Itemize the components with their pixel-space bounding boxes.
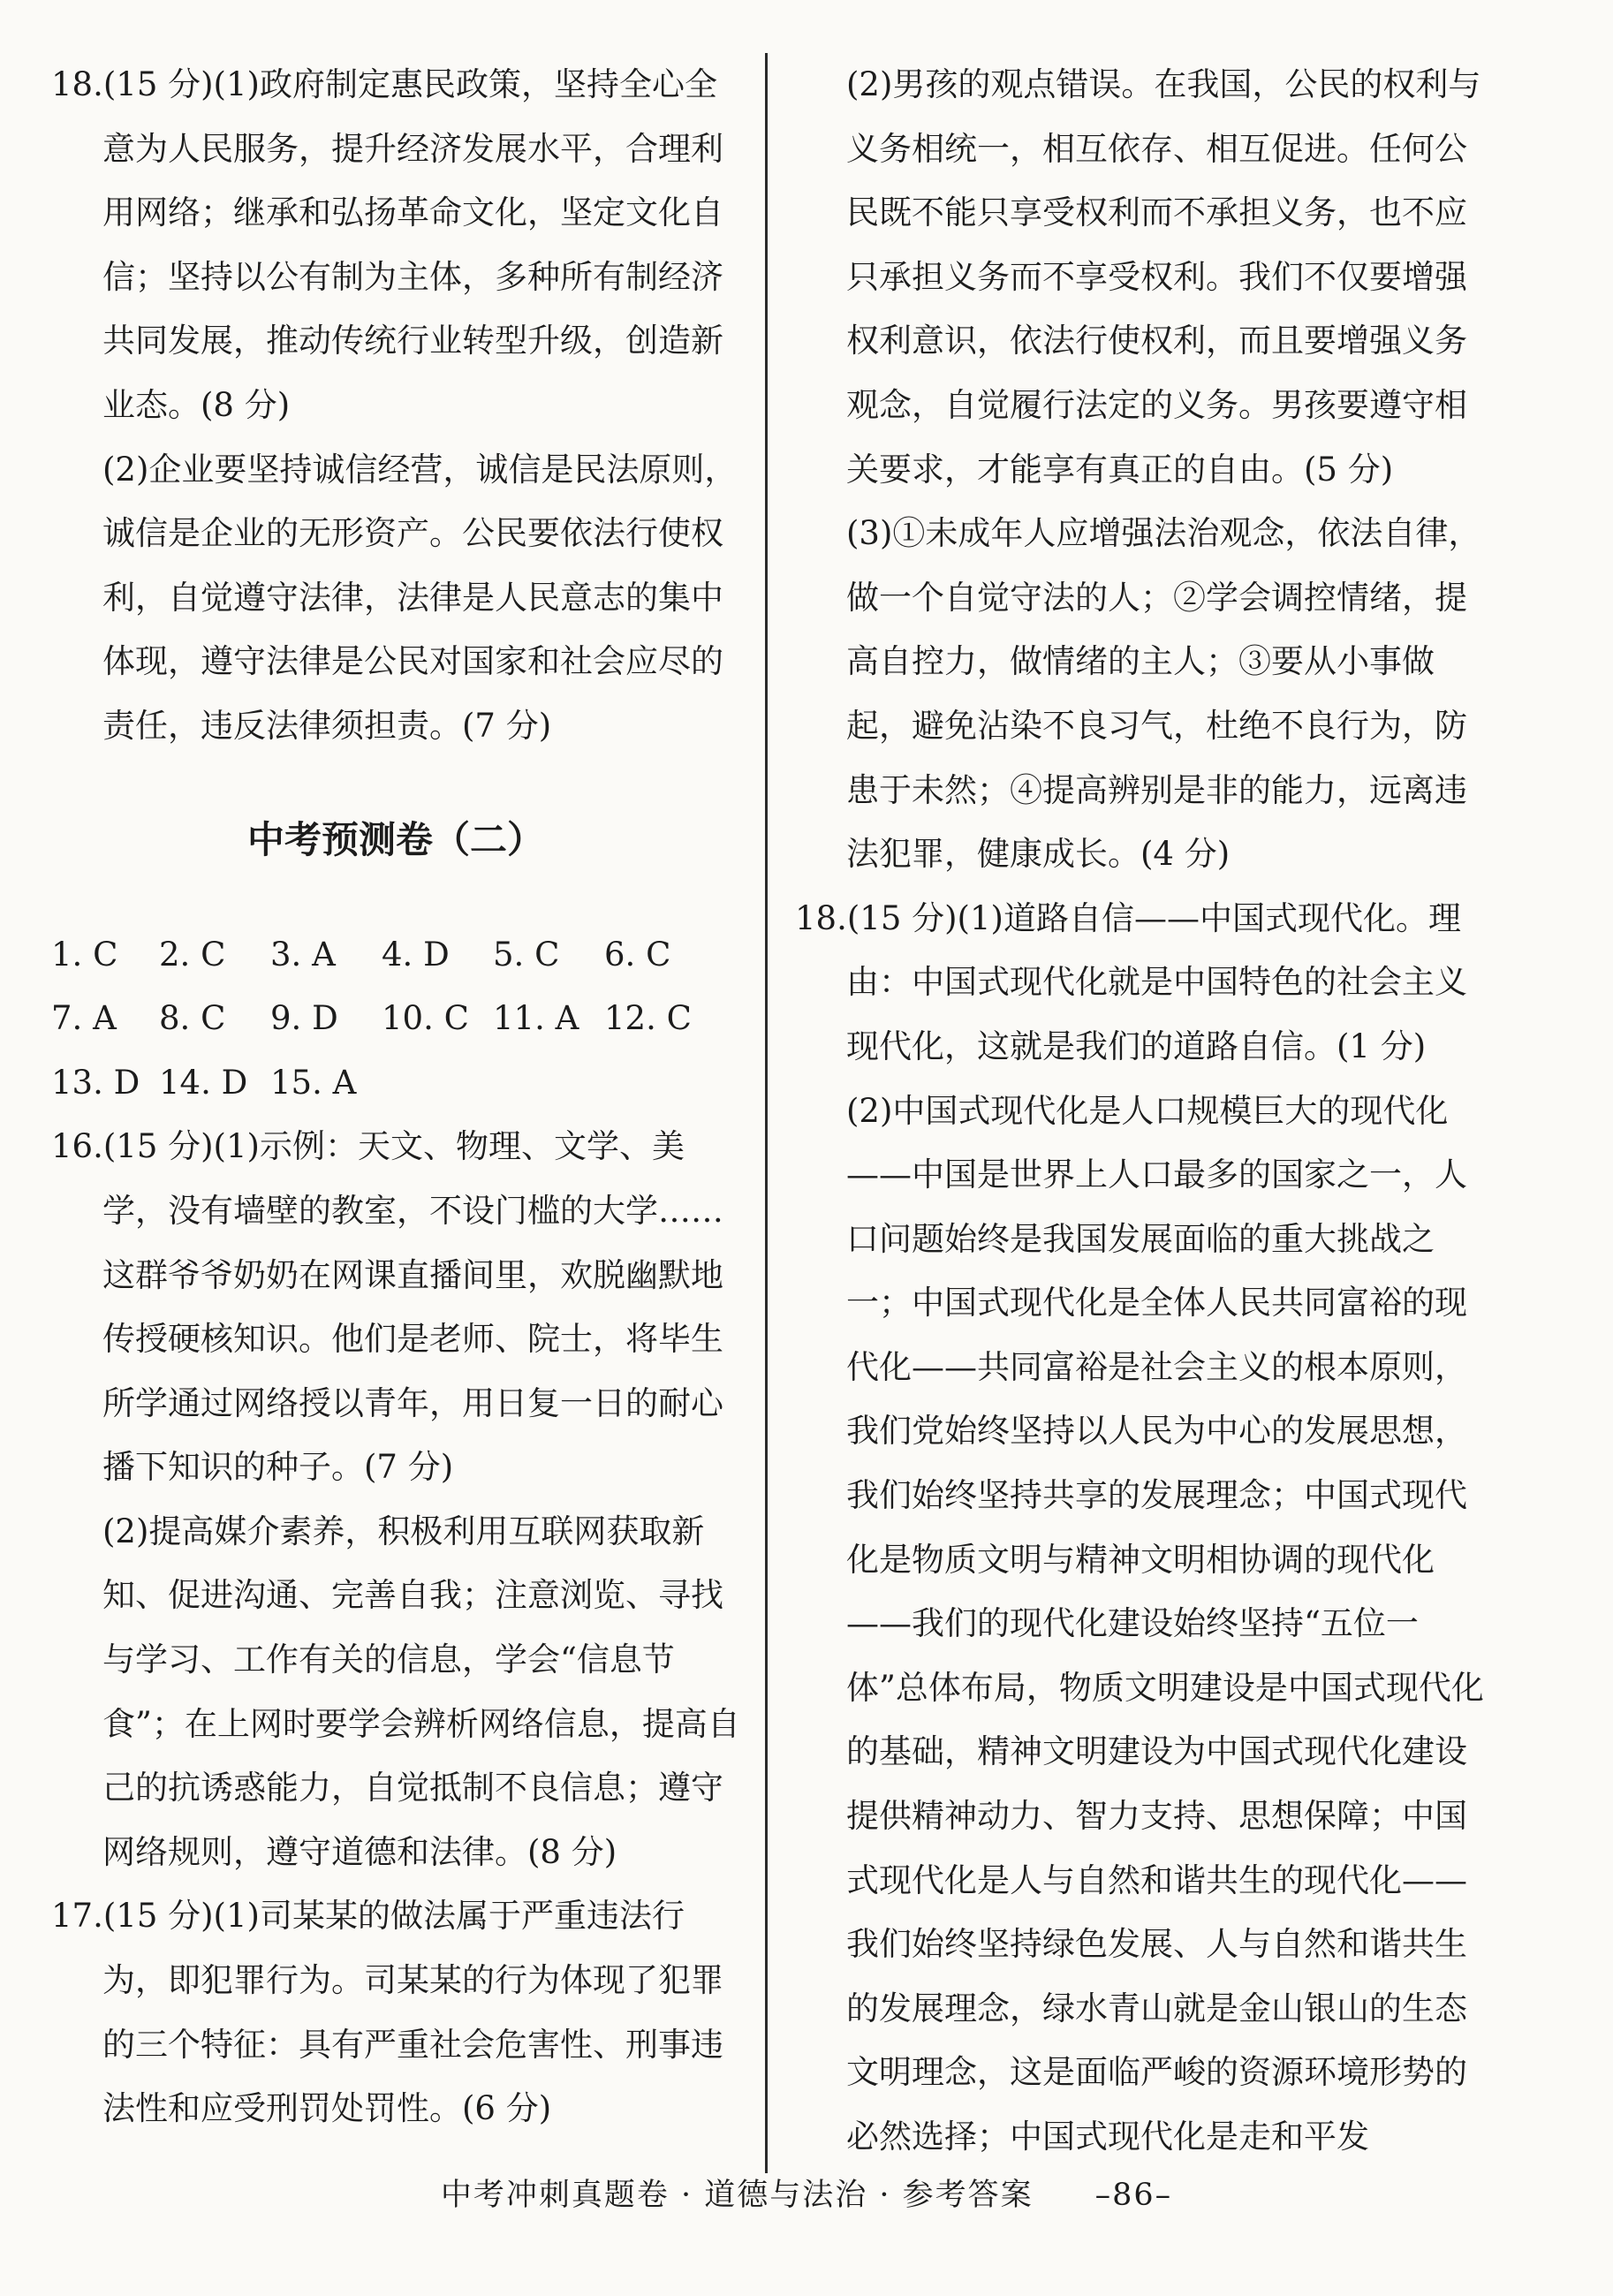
q18-prev-part2: (2)企业要坚持诚信经营，诚信是民法原则，诚信是企业的无形资产。公民要依法行使权利，自觉遵守法律，法律是人民意志的集中体现，遵守法律是公民对国家和社会应尽的责任，违反法律须担责。(7 分) (102, 450, 738, 745)
answer-item: 15. A (270, 1063, 357, 1102)
q16-part1: 16.(15 分)(1)示例：天文、物理、文学、美学，没有墙壁的教室，不设门槛的大学……这群爷爷奶奶在网课直播间里，欢脱幽默地传授硬核知识。他们是老师、院士，将毕生所学通过网络授以青年，用日复一日的耐心播下知识的种子。(7 分) (51, 1127, 723, 1487)
left-column (51, 53, 740, 2141)
answer-item: 14. D (159, 1063, 248, 1102)
q18-prev-part1: 18.(15 分)(1)政府制定惠民政策，坚持全心全意为人民服务，提升经济发展水平，合理利用网络；继承和弘扬革命文化，坚定文化自信；坚持以公有制为主体，多种所有制经济共同发展，推动传统行业转型升级，创造新业态。(8 分) (51, 65, 723, 424)
choice-answers (51, 923, 740, 1116)
answer-item: 13. D (51, 1063, 140, 1102)
q17-part3: (3)①未成年人应增强法治观念，依法自律，做一个自觉守法的人；②学会调控情绪，提高自控力，做情绪的主人；③要从小事做起，避免沾染不良习气，杜绝不良行为，防患于未然；④提高辨别是非的能力，远离违法犯罪，健康成长。(4 分) (846, 514, 1481, 874)
answer-item: 7. A (51, 999, 117, 1038)
answer-item: 5. C (493, 935, 560, 974)
answer-row (51, 1051, 740, 1116)
answer-row (51, 923, 740, 988)
page-footer (0, 2169, 1613, 2222)
q18-part2: (2)中国式现代化是人口规模巨大的现代化——中国是世界上人口最多的国家之一，人口问题始终是我国发展面临的重大挑战之一；中国式现代化是全体人民共同富裕的现代化——共同富裕是社会主义的根本原则，我们党始终坚持以人民为中心的发展思想，我们始终坚持共享的发展理念；中国式现代化是物质文明与精神文明相协调的现代化——我们的现代化建设始终坚持“五位一体”总体布局，物质文明建设是中国式现代化的基础，精神文明建设为中国式现代化建设提供精神动力、智力支持、思想保障；中国式现代化是人与自然和谐共生的现代化——我们始终坚持绿色发展、人与自然和谐共生的发展理念，绿水青山就是金山银山的生态文明理念，这是面临严峻的资源环境形势的必然选择；中国式现代化是走和平发 (846, 1091, 1484, 2156)
answer-item: 1. C (51, 935, 118, 974)
answer-item: 6. C (604, 935, 671, 974)
section-title: 中考预测卷（二） (246, 817, 544, 861)
answer-item: 3. A (270, 935, 336, 974)
answer-item: 10. C (382, 999, 469, 1038)
answer-item: 2. C (159, 935, 226, 974)
q17-part1: 17.(15 分)(1)司某某的做法属于严重违法行为，即犯罪行为。司某某的行为体现了犯罪的三个特征：具有严重社会危害性、刑事违法性和应受刑罚处罚性。(6 分) (51, 1897, 723, 2128)
answer-item: 4. D (382, 935, 450, 974)
page-number: –86– (1094, 2178, 1173, 2213)
answer-item: 9. D (270, 999, 338, 1038)
answer-row (51, 987, 740, 1051)
answer-item: 11. A (493, 999, 579, 1038)
q16-part2: (2)提高媒介素养，积极利用互联网获取新知、促进沟通、完善自我；注意浏览、寻找与学习、工作有关的信息，学会“信息节食”；在上网时要学会辨析网络信息，提高自己的抗诱惑能力，自觉抵制不良信息；遵守网络规则，遵守道德和法律。(8 分) (102, 1512, 740, 1871)
q17-part2: (2)男孩的观点错误。在我国，公民的权利与义务相统一，相互依存、相互促进。任何公民既不能只享受权利而不承担义务，也不应只承担义务而不享受权利。我们不仅要增强权利意识，依法行使权利，而且要增强义务观念，自觉履行法定的义务。男孩要遵守相关要求，才能享有真正的自由。(5 分) (846, 65, 1481, 489)
footer-title: 中考冲刺真题卷 · 道德与法治 · 参考答案 (440, 2178, 1034, 2213)
right-column (795, 53, 1491, 2170)
answer-item: 8. C (159, 999, 226, 1038)
q18-part1: 18.(15 分)(1)道路自信——中国式现代化。理由：中国式现代化就是中国特色的社会主义现代化，这就是我们的道路自信。(1 分) (795, 898, 1467, 1065)
answer-item: 12. C (604, 999, 692, 1038)
column-divider (765, 53, 768, 2173)
